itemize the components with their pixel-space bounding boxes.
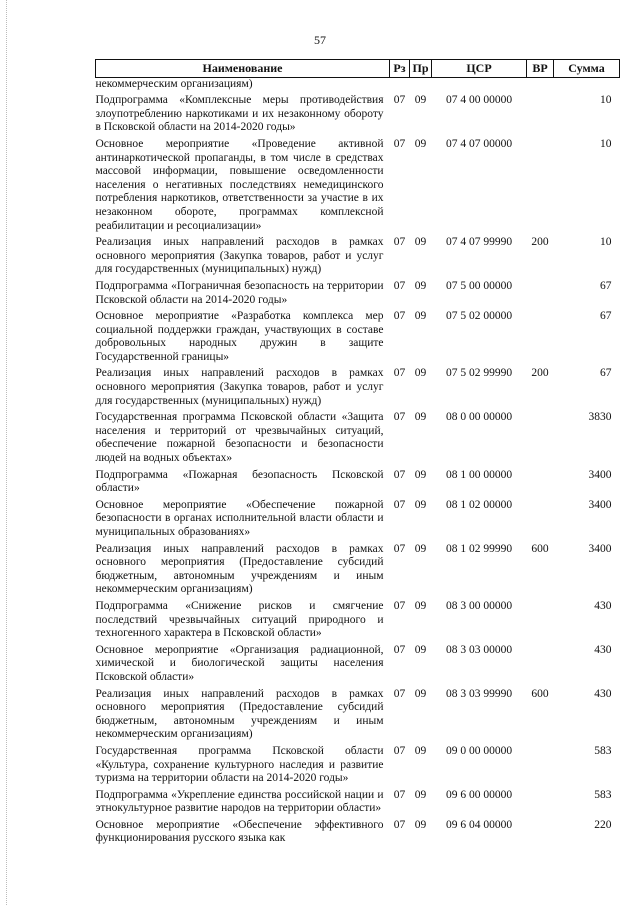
table-row: [96, 745, 620, 789]
cell-csr: 07 4 07 99990: [445, 236, 513, 249]
cell-name: Основное мероприятие «Проведение активной антинаркотической пропаганды, в том числе в средствах массовой информации, повышение осведомленности населения о негативных последствиях немедицинского потребления наркотиков, ответственности за участие в их незаконном обороте, программах комплексной реабилитации и ресоциализации»: [95, 137, 384, 232]
cell-vr: 200: [531, 236, 549, 249]
cell-rz: 07: [393, 687, 406, 700]
cell-csr: 08 0 00 00000: [445, 411, 513, 424]
cell-sum: 67: [600, 367, 612, 380]
table-row: [96, 819, 620, 849]
table-row: [96, 600, 620, 644]
table-row: [96, 367, 620, 411]
table-row: [96, 688, 620, 745]
cell-pr: 09: [414, 137, 427, 150]
cell-sum: 3400: [588, 498, 612, 511]
cell-csr: 08 1 02 99990: [445, 542, 513, 555]
cell-name: Подпрограмма «Комплексные меры противодействия злоупотреблению наркотиками и их незаконному обороту в Псковской области на 2014-2020 годы»: [95, 94, 384, 134]
cell-csr: 09 6 00 00000: [445, 788, 513, 801]
cell-sum: 430: [594, 599, 612, 612]
cell-csr: 07 5 02 00000: [445, 310, 513, 323]
cell-rz: 07: [393, 468, 406, 481]
cell-pr: 09: [414, 542, 427, 555]
page-number: 57: [314, 33, 326, 47]
cell-name: Основное мероприятие «Организация радиационной, химической и биологической защиты населения Псковской области»: [95, 643, 384, 683]
table-row: [96, 543, 620, 600]
cell-sum: 3400: [588, 542, 612, 555]
cell-pr: 09: [414, 687, 427, 700]
cell-vr: 600: [531, 687, 549, 700]
cell-pr: 09: [414, 236, 427, 249]
cell-name: Основное мероприятие «Обеспечение пожарной безопасности в органах исполнительной власти области и муниципальных образованиях»: [95, 498, 384, 538]
cell-pr: 09: [414, 498, 427, 511]
cell-pr: [410, 77, 432, 94]
cell-vr: [527, 310, 554, 367]
cell-rz: 07: [393, 744, 406, 757]
cell-vr: [527, 819, 554, 849]
table-row: [96, 310, 620, 367]
cell-vr: [527, 280, 554, 310]
cell-pr: 09: [414, 279, 427, 292]
cell-rz: 07: [393, 599, 406, 612]
table-row: [96, 236, 620, 280]
cell-vr: [527, 411, 554, 468]
cell-sum: 10: [600, 137, 612, 150]
cell-vr: [527, 94, 554, 138]
cell-rz: 07: [393, 310, 406, 323]
cell-sum: 583: [594, 788, 612, 801]
cell-rz: 07: [393, 367, 406, 380]
table-row: [96, 789, 620, 819]
cell-name: Основное мероприятие «Разработка комплекса мер социальной поддержки граждан, участвующих в составе добровольных народных дружин в защите Государственной границы»: [95, 310, 384, 363]
header-vr: ВР: [527, 60, 554, 78]
cell-name: Подпрограмма «Пожарная безопасность Псковской области»: [95, 468, 384, 495]
header-name: Наименование: [96, 60, 390, 78]
cell-name: Подпрограмма «Укрепление единства российской нации и этнокультурное развитие народов на территории области»: [95, 788, 384, 815]
cell-sum: 3830: [588, 411, 612, 424]
cell-sum: 10: [600, 236, 612, 249]
cell-sum: 3400: [588, 468, 612, 481]
cell-pr: 09: [414, 744, 427, 757]
cell-csr: 09 0 00 00000: [445, 744, 513, 757]
table-header: [96, 60, 620, 78]
cell-sum: 430: [594, 643, 612, 656]
cell-rz: 07: [393, 498, 406, 511]
cell-pr: 09: [414, 788, 427, 801]
budget-table-container: [95, 59, 619, 849]
cell-name: Реализация иных направлений расходов в рамках основного мероприятия (Закупка товаров, работ и услуг для государственных (муниципальных) нужд): [95, 236, 384, 276]
cell-sum: 430: [594, 687, 612, 700]
cell-name: Реализация иных направлений расходов в рамках основного мероприятия (Предоставление субсидий бюджетным, автономным учреждениям и иным некоммерческим организациям): [95, 542, 384, 596]
cell-name: некоммерческим организациям): [96, 77, 390, 94]
cell-name: Подпрограмма «Снижение рисков и смягчение последствий чрезвычайных ситуаций природного и техногенного характера в Псковской области»: [95, 599, 384, 640]
table-row: [96, 469, 620, 499]
cell-vr: [527, 138, 554, 236]
cell-vr: [527, 745, 554, 789]
cell-csr: 08 3 03 99990: [445, 687, 513, 700]
cell-pr: 09: [414, 94, 427, 107]
cell-vr: [527, 789, 554, 819]
cell-vr: [527, 77, 554, 94]
cell-rz: 07: [393, 279, 406, 292]
cell-vr: [527, 600, 554, 644]
table-row: [96, 280, 620, 310]
cell-sum: 10: [600, 94, 612, 107]
scan-margin-line: [6, 0, 8, 905]
table-row: [96, 499, 620, 543]
cell-name: Реализация иных направлений расходов в рамках основного мероприятия (Предоставление субсидий бюджетным, автономным учреждениям и иным некоммерческим организациям): [95, 687, 384, 741]
cell-sum: 583: [594, 744, 612, 757]
cell-pr: 09: [414, 468, 427, 481]
header-csr: ЦСР: [432, 60, 527, 78]
table-row: [96, 94, 620, 138]
header-sum: Сумма: [554, 60, 620, 78]
cell-name: Реализация иных направлений расходов в рамках основного мероприятия (Закупка товаров, работ и услуг для государственных (муниципальных) нужд): [95, 367, 384, 407]
cell-csr: 09 6 04 00000: [445, 818, 513, 831]
cell-name: Государственная программа Псковской области «Защита населения и территорий от чрезвычайных ситуаций, обеспечение пожарной безопасности и безопасности людей на водных объектах»: [95, 411, 384, 465]
cell-pr: 09: [414, 599, 427, 612]
header-rz: Рз: [390, 60, 410, 78]
table-row: [96, 138, 620, 236]
cell-rz: 07: [393, 94, 406, 107]
cell-csr: 07 5 00 00000: [445, 279, 513, 292]
cell-rz: [390, 77, 410, 94]
cell-vr: 200: [531, 367, 549, 380]
cell-name: Подпрограмма «Пограничная безопасность на территории Псковской области на 2014-2020 годы»: [95, 279, 384, 306]
cell-sum: 220: [594, 818, 612, 831]
table-row: [96, 77, 620, 94]
budget-table: [95, 59, 620, 849]
cell-rz: 07: [393, 542, 406, 555]
cell-sum: [554, 77, 620, 94]
cell-rz: 07: [393, 788, 406, 801]
cell-vr: [527, 644, 554, 688]
cell-csr: 07 4 00 00000: [445, 94, 513, 107]
cell-csr: 08 1 02 00000: [445, 498, 513, 511]
header-pr: Пр: [410, 60, 432, 78]
cell-pr: 09: [414, 310, 427, 323]
table-body: [96, 77, 620, 849]
cell-name: Основное мероприятие «Обеспечение эффективного функционирования русского языка как: [95, 818, 384, 845]
cell-vr: 600: [531, 542, 549, 555]
cell-pr: 09: [414, 367, 427, 380]
table-row: [96, 411, 620, 468]
cell-sum: 67: [600, 310, 612, 323]
cell-rz: 07: [393, 411, 406, 424]
cell-csr: 08 1 00 00000: [445, 468, 513, 481]
cell-csr: 07 5 02 99990: [445, 367, 513, 380]
cell-csr: 08 3 03 00000: [445, 643, 513, 656]
cell-rz: 07: [393, 818, 406, 831]
table-row: [96, 644, 620, 688]
cell-pr: 09: [414, 818, 427, 831]
cell-pr: 09: [414, 643, 427, 656]
cell-sum: 67: [600, 279, 612, 292]
cell-rz: 07: [393, 137, 406, 150]
cell-csr: 07 4 07 00000: [445, 137, 513, 150]
cell-csr: 08 3 00 00000: [445, 599, 513, 612]
cell-vr: [527, 469, 554, 499]
cell-csr: [432, 77, 527, 94]
cell-rz: 07: [393, 643, 406, 656]
cell-vr: [527, 499, 554, 543]
cell-pr: 09: [414, 411, 427, 424]
cell-rz: 07: [393, 236, 406, 249]
cell-name: Государственная программа Псковской области «Культура, сохранение культурного наследия и развитие туризма на территории области на 2014-2020 годы»: [95, 744, 384, 785]
